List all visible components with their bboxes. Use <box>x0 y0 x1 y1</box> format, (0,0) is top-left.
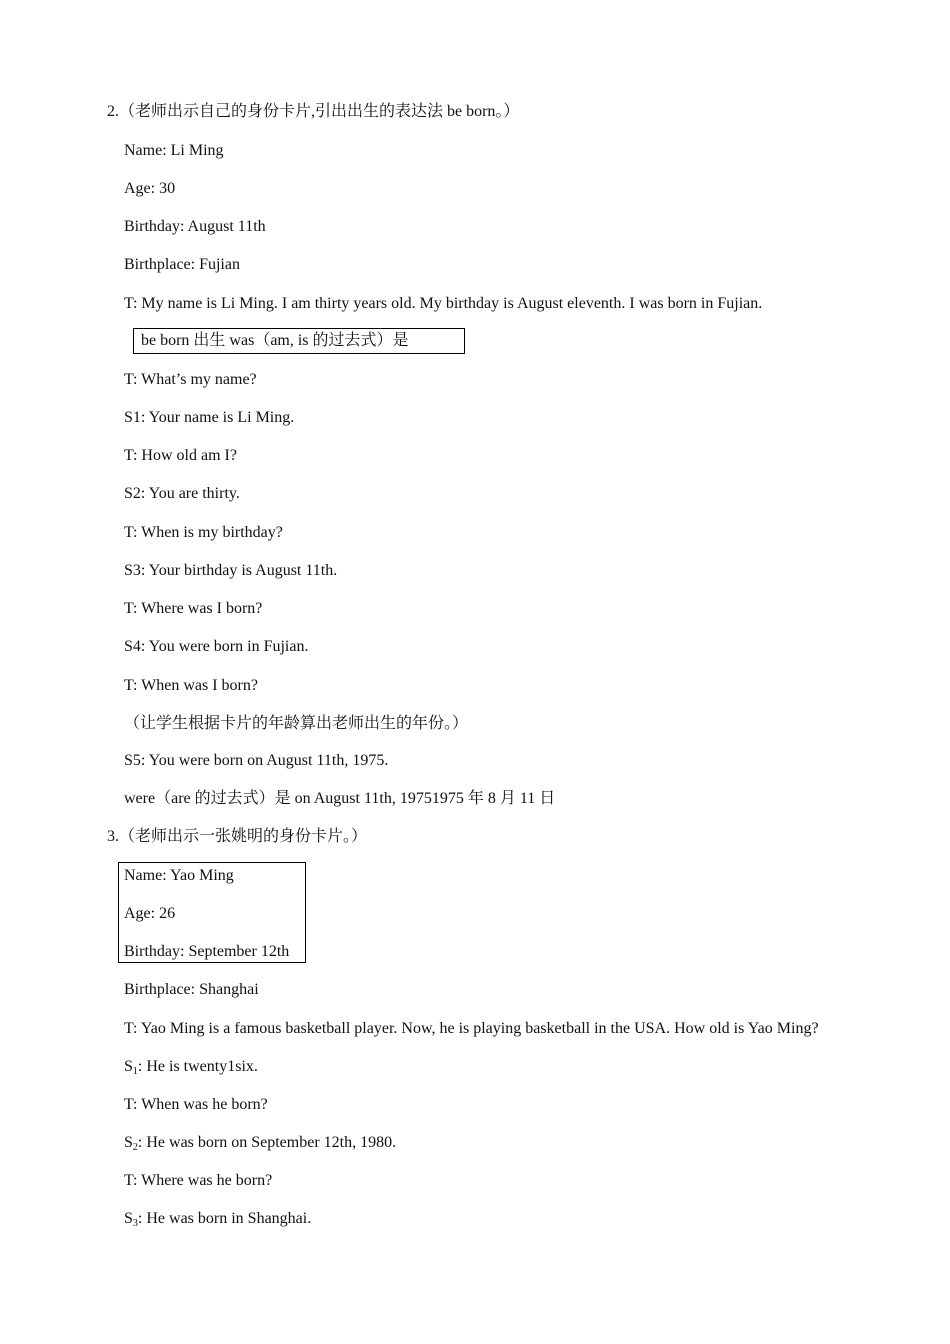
dialogue-line: T: When is my birthday? <box>124 524 283 541</box>
line-text: T: Where was he born? <box>124 1172 273 1189</box>
dialogue-line: S1: Your name is Li Ming. <box>124 409 295 426</box>
vocab-box <box>133 328 465 354</box>
teacher-intro: T: Yao Ming is a famous basketball player. Now, he is playing basketball in the USA. How old is Yao Ming? <box>124 1020 819 1037</box>
section-2-heading: 2.（老师出示自己的身份卡片,引出出生的表达法 be born。） <box>107 103 520 120</box>
dialogue-line: S4: You were born in Fujian. <box>124 638 309 655</box>
card-age: Age: 30 <box>124 180 176 197</box>
section-3-heading: 3.（老师出示一张姚明的身份卡片。） <box>107 828 368 845</box>
dialogue-line <box>124 1133 396 1153</box>
card-birthplace: Birthplace: Fujian <box>124 256 240 273</box>
dialogue-line <box>124 1209 311 1229</box>
card-name: Name: Li Ming <box>124 142 224 159</box>
teacher-note: （让学生根据卡片的年龄算出老师出生的年份。） <box>124 715 469 732</box>
speaker: S <box>124 1134 133 1151</box>
line-text: T: When was he born? <box>124 1096 268 1113</box>
dialogue-line <box>124 1057 258 1077</box>
card-name: Name: Yao Ming <box>124 867 234 884</box>
speaker: S <box>124 1210 133 1227</box>
card-birthplace: Birthplace: Shanghai <box>124 981 259 998</box>
dialogue-line: T: What’s my name? <box>124 371 257 388</box>
dialogue-line: T: When was I born? <box>124 677 258 694</box>
speaker: S <box>124 1058 133 1075</box>
speaker-number: 1 <box>132 1066 138 1077</box>
speaker-number: 2 <box>132 1142 138 1153</box>
line-text: : He was born on September 12th, 1980. <box>137 1134 397 1151</box>
line-text: : He was born in Shanghai. <box>137 1210 312 1227</box>
line-text: : He is twenty1six. <box>137 1058 258 1075</box>
card-age: Age: 26 <box>124 905 176 922</box>
dialogue-line: S3: Your birthday is August 11th. <box>124 562 338 579</box>
vocab-box-text: be born 出生 was（am, is 的过去式）是 <box>141 332 409 349</box>
dialogue-line: T: How old am I? <box>124 447 237 464</box>
teacher-intro: T: My name is Li Ming. I am thirty years old. My birthday is August eleventh. I was born in Fujian. <box>124 295 763 312</box>
dialogue-line: S2: You are thirty. <box>124 485 240 502</box>
card-birthday: Birthday: September 12th <box>124 943 290 960</box>
dialogue-line <box>124 1095 268 1115</box>
speaker-number: 3 <box>132 1218 138 1229</box>
dialogue-line <box>124 1171 272 1191</box>
card-birthday: Birthday: August 11th <box>124 218 266 235</box>
vocab-line: were（are 的过去式）是 on August 11th, 19751975 年 8 月 11 日 <box>124 790 556 807</box>
dialogue-line: T: Where was I born? <box>124 600 263 617</box>
dialogue-line: S5: You were born on August 11th, 1975. <box>124 752 389 769</box>
